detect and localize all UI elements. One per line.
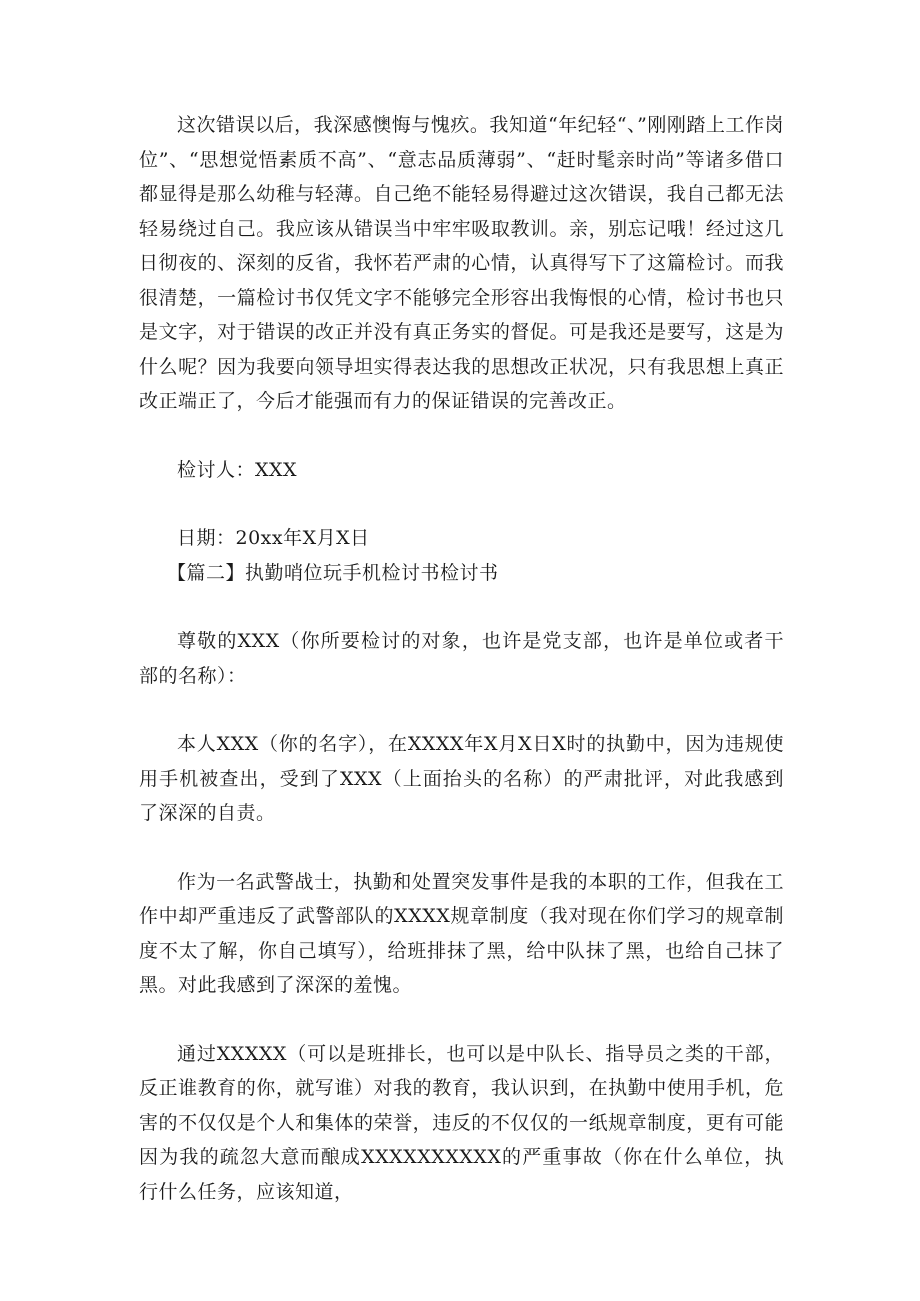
spacer bbox=[139, 693, 784, 727]
reviewer-line: 检讨人：XXX bbox=[177, 458, 298, 481]
salutation: 尊敬的XXX（你所要检讨的对象，也许是党支部，也许是单位或者干部的名称）： bbox=[139, 630, 784, 687]
document-page bbox=[139, 108, 784, 1209]
paragraph-reflection: 这次错误以后，我深感懊悔与愧疚。我知道“年纪轻“、”刚刚踏上工作岗位”、“思想觉悟素质不高”、“意志品质薄弱”、“赶时髦亲时尚”等诸多借口都显得是那么幼稚与轻薄。自己绝不能轻易得避过这次错误，我自己都无法轻易绕过自己。我应该从错误当中牢牢吸取教训。亲，别忘记哦！经过这几日彻夜的、深刻的反省，我怀若严肃的心情，认真得写下了这篇检讨。而我很清楚，一篇检讨书仅凭文字不能够完全形容出我悔恨的心情，检讨书也只是文字，对于错误的改正并没有真正务实的督促。可是我还是要写，这是为什么呢？因为我要向领导坦实得表达我的思想改正状况，只有我思想上真正改正端正了，今后才能强而有力的保证错误的完善改正。 bbox=[139, 114, 784, 412]
paragraph-incident: 本人XXX（你的名字），在XXXX年X月X日X时的执勤中，因为违规使用手机被查出，受到了XXX（上面抬头的名称）的严肃批评，对此我感到了深深的自责。 bbox=[139, 733, 784, 824]
spacer bbox=[139, 487, 784, 521]
spacer bbox=[139, 1003, 784, 1037]
spacer bbox=[139, 831, 784, 865]
section-title: 【篇二】执勤哨位玩手机检讨书检讨书 bbox=[167, 561, 499, 584]
date-line: 日期：20xx年X月X日 bbox=[177, 527, 370, 549]
paragraph-duty: 作为一名武警战士，执勤和处置突发事件是我的本职的工作，但我在工作中却严重违反了武警部队的XXXX规章制度（我对现在你们学习的规章制度不太了解，你自己填写），给班排抹了黑，给中队抹了黑，也给自己抹了黑。对此我感到了深深的羞愧。 bbox=[139, 870, 784, 996]
paragraph-education: 通过XXXXX（可以是班排长，也可以是中队长、指导员之类的干部，反正谁教育的你，就写谁）对我的教育，我认识到，在执勤中使用手机，危害的不仅仅是个人和集体的荣誉，违反的不仅仅的一纸规章制度，更有可能因为我的疏忽大意而酿成XXXXXXXXXX的严重事故（你在什么单位，执行什么任务，应该知道， bbox=[139, 1042, 784, 1203]
spacer bbox=[139, 590, 784, 624]
spacer bbox=[139, 419, 784, 453]
